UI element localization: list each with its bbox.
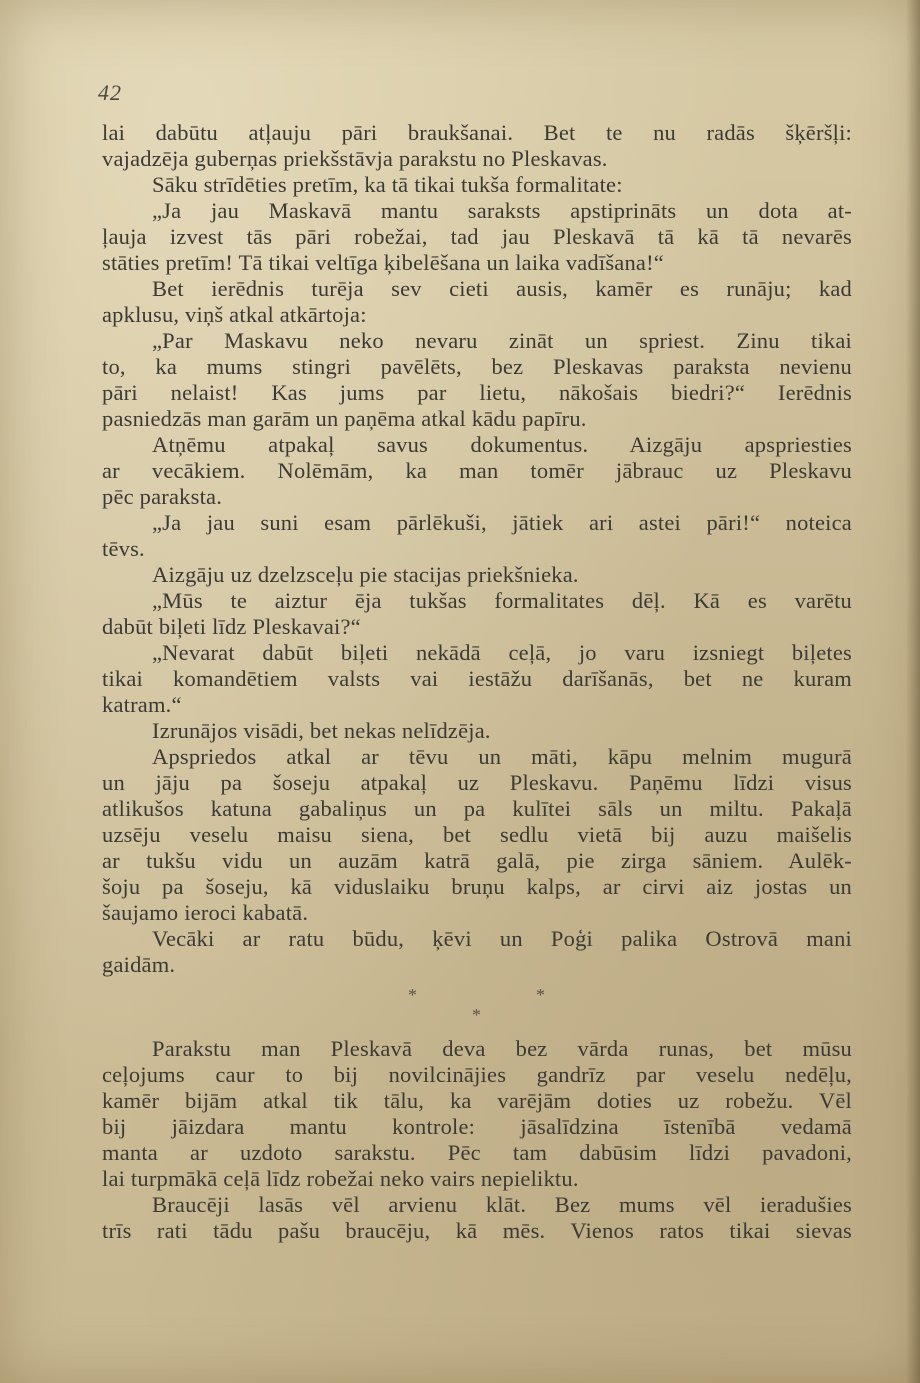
text-line: „Mūs te aiztur ēja tukšas formalitates dēļ. Kā es varētu — [152, 588, 852, 613]
text-line: ļauja izvest tās pāri robežai, tad jau Pleskavā tā kā tā nevarēs — [102, 224, 852, 249]
text-line: „Ja jau Maskavā mantu saraksts apstiprināts un dota at- — [152, 198, 852, 223]
text-line: gaidām. — [102, 952, 176, 977]
text-line: dabūt biļeti līdz Pleskavai?“ — [102, 614, 361, 639]
divider-star-center: * — [472, 1005, 481, 1025]
divider-star-left: * — [408, 985, 417, 1005]
text-line: Apspriedos atkal ar tēvu un māti, kāpu melnim mugurā — [152, 744, 852, 769]
text-line: Bet ierēdnis turēja sev cieti ausis, kamēr es runāju; kad — [152, 276, 852, 301]
text-section-before-divider — [102, 120, 852, 978]
page-number: 42 — [98, 80, 122, 105]
text-line: Vecāki ar ratu būdu, ķēvi un Poģi palika Ostrovā mani — [152, 926, 852, 951]
text-line: tēvs. — [102, 536, 145, 561]
text-line: apklusu, viņš atkal atkārtoja: — [102, 302, 367, 327]
text-line: Aizgāju uz dzelzsceļu pie stacijas priekšnieka. — [152, 562, 579, 587]
text-line: stāties pretīm! Tā tikai veltīga ķibelēšana un laika vadīšana!“ — [102, 250, 664, 275]
text-line: lai dabūtu atļauju pāri braukšanai. Bet te nu radās šķēršļi: — [102, 120, 852, 145]
text-line: pasniedzās man garām un paņēma atkal kādu papīru. — [102, 406, 587, 431]
page-edge-shadow — [906, 0, 920, 1383]
text-line: „Par Maskavu neko nevaru zināt un spriest. Zinu tikai — [152, 328, 852, 353]
text-line: to, ka mums stingri pavēlēts, bez Pleskavas paraksta nevienu — [102, 354, 852, 379]
text-line: „Ja jau suni esam pārlēkuši, jātiek ari astei pāri!“ noteica — [152, 510, 852, 535]
text-section-after-divider — [102, 1036, 852, 1244]
text-line: Parakstu man Pleskavā deva bez vārda runas, bet mūsu — [152, 1036, 852, 1061]
text-line: pāri nelaist! Kas jums par lietu, nākošais biedri?“ Ierēdnis — [102, 380, 852, 405]
text-line: šaujamo ieroci kabatā. — [102, 900, 309, 925]
text-line: trīs rati tādu pašu braucēju, kā mēs. Vienos ratos tikai sievas — [102, 1218, 852, 1243]
section-divider — [102, 980, 852, 1036]
text-line: ar tukšu vidu un auzām katrā galā, pie zirga sāniem. Aulēk- — [102, 848, 852, 873]
text-line: Izrunājos visādi, bet nekas nelīdzēja. — [152, 718, 491, 743]
text-line: Sāku strīdēties pretīm, ka tā tikai tukša formalitate: — [152, 172, 623, 197]
text-line: lai turpmākā ceļā līdz robežai neko vairs nepieliktu. — [102, 1166, 579, 1191]
text-line: ceļojums caur to bij novilcinājies gandrīz par veselu nedēļu, — [102, 1062, 852, 1087]
text-line: ar vecākiem. Nolēmām, ka man tomēr jābrauc uz Pleskavu — [102, 458, 852, 483]
text-line: pēc paraksta. — [102, 484, 223, 509]
text-line: šoju pa šoseju, kā viduslaiku bruņu kalps, ar cirvi aiz jostas un — [102, 874, 852, 899]
page-text — [102, 120, 852, 1244]
text-line: manta ar uzdoto sarakstu. Pēc tam dabūsim līdzi pavadoni, — [102, 1140, 852, 1165]
text-line: vajadzēja guberņas priekšstāvja parakstu no Pleskavas. — [102, 146, 608, 171]
text-line: kamēr bijām atkal tik tālu, ka varējām doties uz robežu. Vēl — [102, 1088, 852, 1113]
text-line: un jāju pa šoseju atpakaļ uz Pleskavu. Paņēmu līdzi visus — [102, 770, 852, 795]
text-line: Braucēji lasās vēl arvienu klāt. Bez mums vēl ieradušies — [152, 1192, 852, 1217]
text-line: „Nevarat dabūt biļeti nekādā ceļā, jo varu izsniegt biļetes — [152, 640, 852, 665]
divider-star-right: * — [536, 985, 545, 1005]
text-line: uzsēju veselu maisu siena, bet sedlu vietā bij auzu maišelis — [102, 822, 852, 847]
text-line: tikai komandētiem valsts vai iestāžu darīšanās, bet ne kuram — [102, 666, 852, 691]
text-line: bij jāizdara mantu kontrole: jāsalīdzina īstenībā vedamā — [102, 1114, 852, 1139]
text-line: Atņēmu atpakaļ savus dokumentus. Aizgāju apspriesties — [152, 432, 852, 457]
text-line: atlikušos katuna gabaliņus un pa kulītei sāls un miltu. Pakaļā — [102, 796, 852, 821]
text-line: katram.“ — [102, 692, 182, 717]
